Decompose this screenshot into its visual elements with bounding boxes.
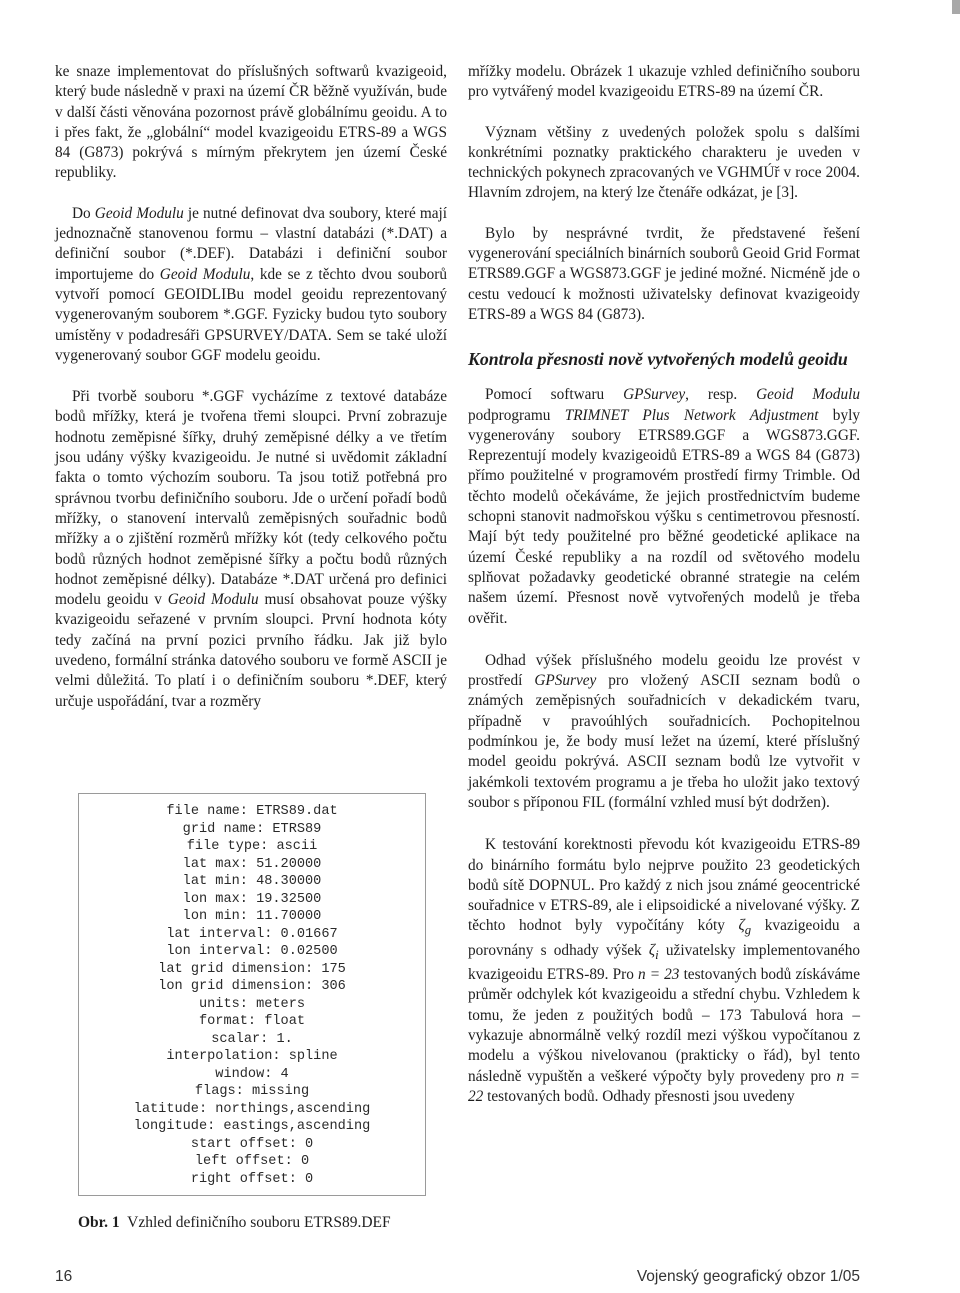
def-file-line: lon min: 11.70000	[182, 909, 322, 924]
left-paragraph-2: Do Geoid Modulu je nutné definovat dva soubory, které mají jednoznačně stanovenou formu – vlastní databázi (*.DAT) a definiční soubor (*.DEF). Databázi i definiční soubor importujeme do Geoid Modulu, kde se z těchto dvou souborů vytvoří pomocí GEOIDLIBu model geoidu reprezentovaný vygenerovaným souborem *.GGF. Fyzicky budou tyto soubory umístěny v podadresáři GPSURVEY/DATA. Sem se také uloží vygenerovaný soubor GGF modelu geoidu.	[55, 204, 448, 364]
right-paragraph-4: Pomocí softwaru GPSurvey, resp. Geoid Modulu podprogramu TRIMNET Plus Network Adjustment byly vygenerovány soubory ETRS89.GGF a WGS873.GGF. Reprezentují modely kvazigeoidů ETRS-89 a WGS 84 (G873) přímo použitelné v programovém prostředí firmy Trimble. Od těchto modelů očekáváme, že jejich prostřednictvím budeme schopni stanovit nadmořskou výšku s centimetrovou přesností. Mají být tedy použitelné pro běžné geodetické aplikace na území České republiky a na rozdíl od světového modelu splňovat požadavky geodetické obranné strategie na celém našem území. Přesnost nově vytvořených modelů je třeba ověřit.	[468, 386, 860, 627]
def-file-figure	[78, 793, 426, 1196]
def-file-line: lon max: 19.32500	[182, 891, 322, 907]
def-file-line: lat min: 48.30000	[182, 874, 322, 889]
def-file-line: right offset: 0	[190, 1171, 314, 1187]
page-number: 16	[55, 1268, 73, 1285]
right-paragraph-2: Význam většiny z uvedených položek spolu s dalšími konkrétními poznatky praktického charakteru je uveden v technických pokynech zpracovaných ve VGHMÚř v roce 2004. Hlavním zdrojem, na který lze čtenáře odkázat, je [3].	[468, 123, 860, 202]
def-file-line: lat grid dimension: 175	[158, 961, 346, 977]
corner-tab	[952, 0, 960, 14]
right-paragraph-1: mřížky modelu. Obrázek 1 ukazuje vzhled definičního souboru pro vytvářený model kvazigeoidu ETRS-89 na území ČR.	[468, 63, 860, 101]
def-file-line: left offset: 0	[194, 1154, 310, 1169]
def-file-listing	[79, 803, 425, 1188]
right-paragraph-6: K testování korektnosti převodu kót kvazigeoidu ETRS-89 do binárního formátu bylo nejprve použito 23 geodetických bodů sítě DOPNUL. Pro každý z nich jsou známé geocentrické souřadnice v ETRS-89, ale i elipsoidické a nivelované výšky. Z těchto hodnot byly vypočítány kóty $\zeta_g$ kvazigeoidu a porovnány s odhady výšek $\zeta_i$ uživatelsky implementovaného kvazigeoidu ETRS-89. Pro n = 23 testovaných bodů získáváme průměr odchylek kót kvazigeoidu a střední chybu. Vzhledem k tomu, že jeden z použitých bodů – 173 Tabulová hora – vykazuje abnormálně velký rozdíl mezi výškou vypočítanou z modelu a výškou nivelovanou (prakticky o řád), byl tento následně vypuštěn a veškeré výpočty byly provedeny pro n = 22 testovaných bodů. Odhady přesnosti jsou uvedeny	[468, 836, 861, 1105]
def-file-line: lat max: 51.20000	[182, 856, 322, 872]
def-file-line: format: float	[198, 1014, 306, 1029]
left-column	[55, 62, 447, 712]
def-file-line: lon interval: 0.02500	[166, 944, 338, 959]
figure-caption: Obr. 1 Vzhled definičního souboru ETRS89.DEF	[78, 1214, 391, 1231]
section-heading: Kontrola přesnosti nově vytvořených modelů geoidu	[468, 349, 848, 370]
def-file-line: longitude: eastings,ascending	[133, 1119, 371, 1134]
def-file-line: grid name: ETRS89	[182, 821, 322, 837]
def-file-line: interpolation: spline	[166, 1049, 338, 1064]
def-file-line: lon grid dimension: 306	[158, 979, 346, 994]
def-file-line: file type: ascii	[186, 839, 318, 854]
def-file-line: lat interval: 0.01667	[166, 926, 338, 942]
right-paragraph-3: Bylo by nesprávné tvrdit, že představené řešení vygenerování speciálních binárních souborů Geoid Grid Format ETRS89.GGF a WGS873.GGF je jediné možné. Nicméně jde o cestu vedoucí k možnosti uživatelsky definovat kvazigeoidy ETRS-89 a WGS 84 (G873).	[468, 224, 860, 323]
journal-name: Vojenský geografický obzor 1/05	[636, 1268, 860, 1285]
left-paragraph-1: ke snaze implementovat do příslušných softwarů kvazigeoid, který bude následně v praxi na území ČR běžně využíván, bude v další části věnována pozornost právě globálnímu geoidu. A to i přes fakt, že „globální“ model kvazigeoidu ETRS-89 a WGS 84 (G873) pokrývá s mírným překrytem jen území České republiky.	[55, 63, 447, 182]
def-file-line: latitude: northings,ascending	[133, 1101, 371, 1117]
def-file-line: start offset: 0	[190, 1136, 314, 1152]
def-file-line: flags: missing	[194, 1084, 310, 1099]
def-file-line: scalar: 1.	[211, 1031, 293, 1047]
def-file-line: file name: ETRS89.dat	[166, 804, 338, 819]
def-file-line: units: meters	[198, 996, 306, 1012]
def-file-line: window: 4	[215, 1066, 289, 1082]
right-column	[468, 62, 860, 1107]
right-paragraph-5: Odhad výšek příslušného modelu geoidu lze provést v prostředí GPSurvey pro vložený ASCII seznam bodů o známých zeměpisných souřadnicích v dekadickém tvaru, případně v pravoúhlých souřadnicích. Pochopitelnou podmínkou je, že body musí ležet na území, které příslušný model geoidu pokrývá. ASCII seznam bodů lze vytvořit v jakémkoli textovém programu a je třeba ho uložit jako textový soubor s příponou FIL (formální vzhled musí být dodržen).	[468, 651, 860, 811]
left-paragraph-3: Při tvorbě souboru *.GGF vycházíme z textové databáze bodů mřížky, která je tvořena třemi sloupci. První zobrazuje hodnotu zeměpisné šířky, druhý zeměpisné délky a ve třetím jsou udány výšky kvazigeoidu. Je nutné si uvědomit základní fakta o tomto výchozím souboru. Ta jsou totiž potřebná pro správnou tvorbu definičního souboru. Jde o určení pořadí bodů mřížky, o stanovení intervalů zeměpisných souřadnic bodů mřížky a o zjištění rozměrů mřížky kót (tedy celkového počtu bodů různých hodnot zeměpisné šířky a počtu bodů různých hodnot zeměpisné délky). Databáze *.DAT určená pro definici modelu geoidu v Geoid Modulu musí obsahovat pouze výšky kvazigeoidu seřazené v prvním sloupci. První hodnota kóty tedy začíná na první pozici prvního řádku. Jak již bylo uvedeno, formální stránka datového souboru ve formě ASCII je velmi důležitá. To platí i o definičním souboru *.DEF, který určuje uspořádání, tvar a rozměry	[55, 388, 448, 710]
